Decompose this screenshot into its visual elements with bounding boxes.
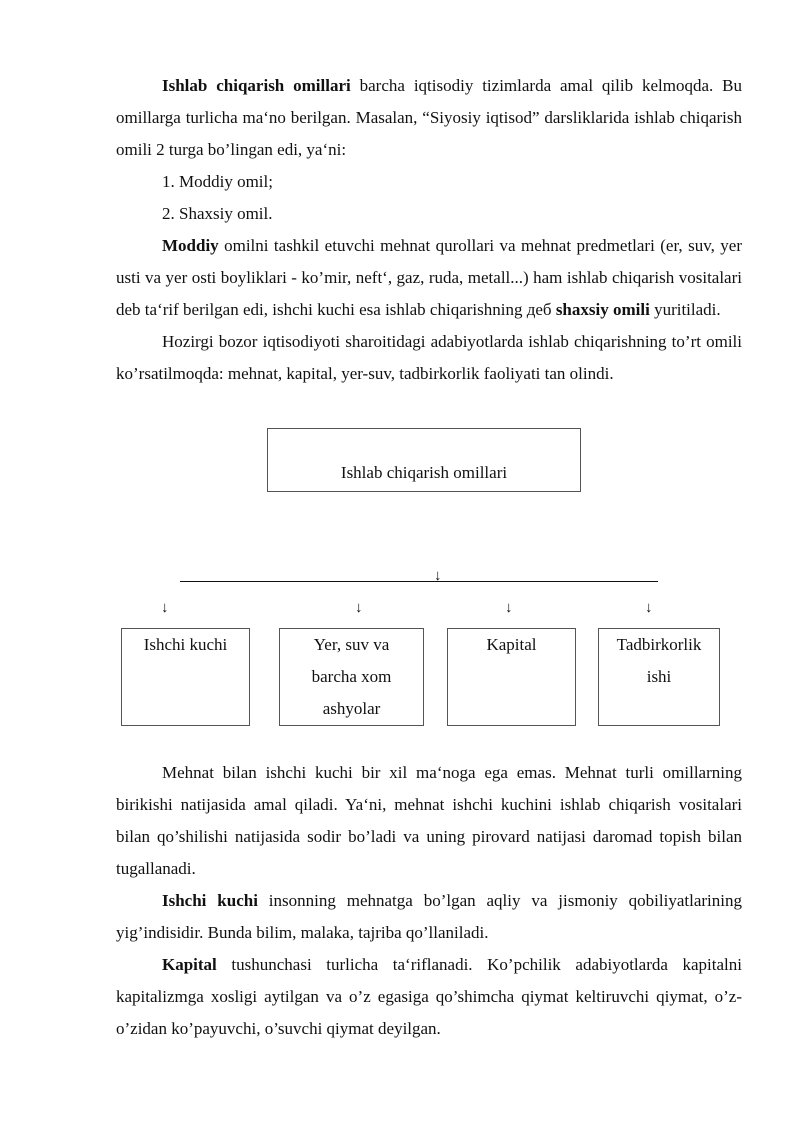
term-kapital: Kapital [162, 955, 217, 974]
diagram-root-label: Ishlab chiqarish omillari [340, 463, 508, 482]
list-item-shaxsiy: 2. Shaxsiy omil. [162, 204, 273, 223]
list-item-moddiy: 1. Moddiy omil; [162, 172, 273, 191]
term-moddiy: Moddiy [162, 236, 219, 255]
paragraph-ishchi-kuchi: Ishchi kuchi insonning mehnatga bo’lgan aqliy va jismoniy qobiliyatlarining yig’indisidir. Bunda bilim, malaka, tajriba qo’llaniladi. [116, 891, 742, 942]
diagram-arrow-3: ↓ [505, 600, 513, 616]
document-page-lower [116, 757, 742, 1045]
document-page [116, 70, 742, 390]
diagram-arrow-2: ↓ [355, 600, 363, 616]
term-ishlab-chiqarish-omillari: Ishlab chiqarish omillari [162, 76, 351, 95]
diagram-connector-line [180, 581, 658, 582]
paragraph-kapital: Kapital tushunchasi turlicha ta‘riflanadi. Ko’pchilik adabiyotlarda kapitalni kapitalizmga xosligi aytilgan va o’z egasiga qo’shimcha qiymat keltiruvchi qiymat, o’z-o’zidan ko’payuvchi, o’suvchi qiymat deyilgan. [116, 955, 742, 1038]
diagram-center-arrow: ↓ [434, 568, 442, 584]
diagram-arrow-4: ↓ [645, 600, 653, 616]
diagram-box-kapital: Kapital [447, 628, 576, 726]
diagram-arrow-1: ↓ [161, 600, 169, 616]
diagram-root-box [267, 428, 581, 492]
term-shaxsiy-omili: shaxsiy omili [555, 300, 650, 319]
diagram-box-ishchi-kuchi: Ishchi kuchi [121, 628, 250, 726]
term-ishchi-kuchi: Ishchi kuchi [162, 891, 258, 910]
paragraph-mehnat: Mehnat bilan ishchi kuchi bir xil ma‘noga ega emas. Mehnat turli omillarning birikishi natijasida amal qiladi. Ya‘ni, mehnat ishchi kuchini ishlab chiqarish vositalari bilan qo’shilishi natijasida sodir bo’ladi va uning pirovard natijasi daromad topish bilan tugallanadi. [116, 763, 742, 878]
diagram-box-yer-suv: Yer, suv va barcha xom ashyolar [279, 628, 424, 726]
paragraph-hozirgi: Hozirgi bozor iqtisodiyoti sharoitidagi adabiyotlarda ishlab chiqarishning to’rt omili ko’rsatilmoqda: mehnat, kapital, yer-suv, tadbirkorlik faoliyati tan olindi. [116, 332, 742, 383]
diagram-box-tadbirkorlik: Tadbirkorlik ishi [598, 628, 720, 726]
paragraph-intro: Ishlab chiqarish omillari barcha iqtisodiy tizimlarda amal qilib kelmoqda. Bu omillarga turlicha ma‘no berilgan. Masalan, “Siyosiy iqtisod” darsliklarida ishlab chiqarish omili 2 turga bo’lingan edi, ya‘ni: [116, 76, 742, 159]
paragraph-moddiy: Moddiy omilni tashkil etuvchi mehnat qurollari va mehnat predmetlari (er, suv, yer usti va yer osti boyliklari - ko’mir, neft‘, gaz, ruda, metall...) ham ishlab chiqarish vositalari deb ta‘rif berilgan edi, ishchi kuchi esa ishlab chiqarishning деб shaxsiy omili yuritiladi. [116, 236, 742, 319]
